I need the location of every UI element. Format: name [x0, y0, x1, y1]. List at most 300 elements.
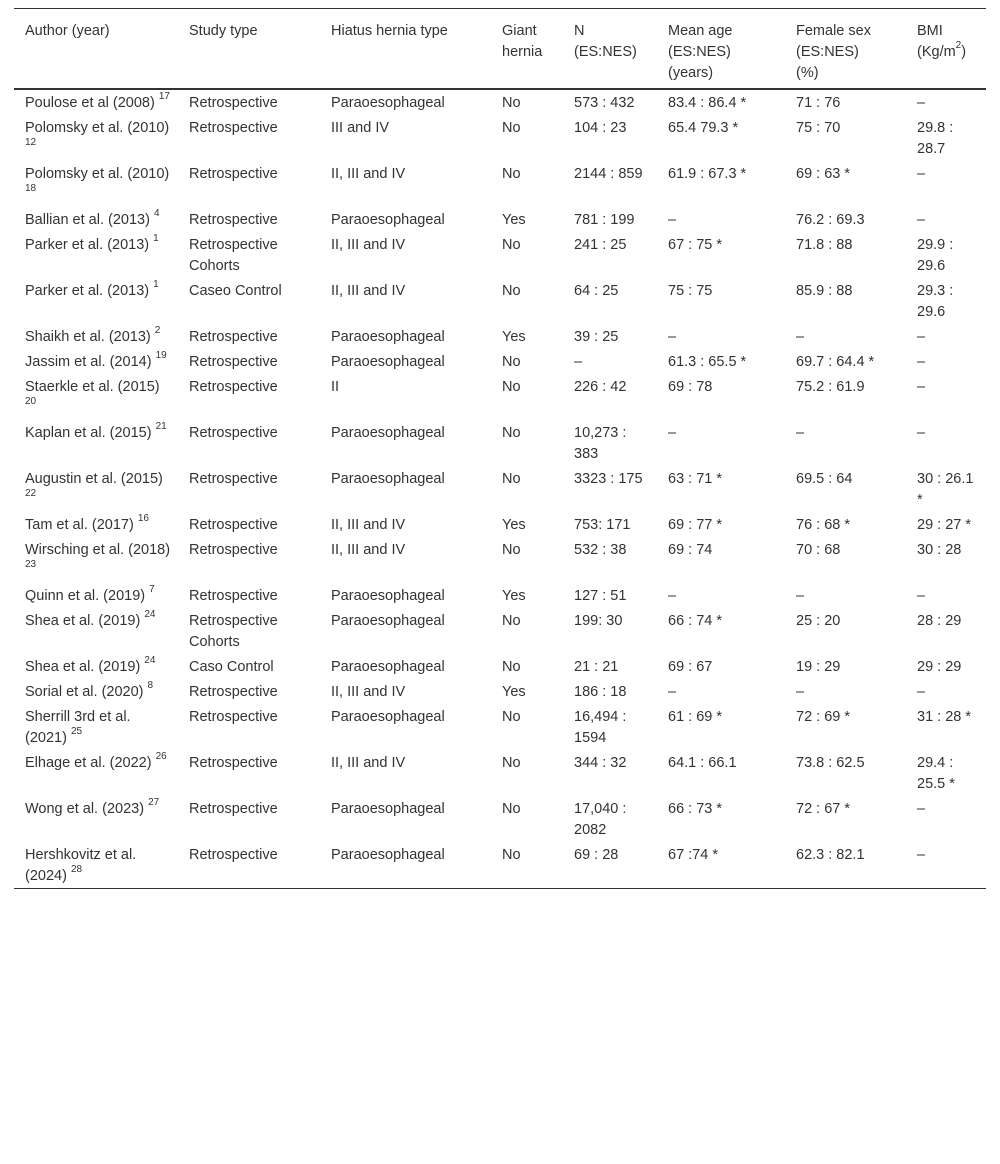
cell-giant-hernia-text: No: [502, 709, 521, 725]
cell-female-sex: [785, 466, 906, 512]
cell-bmi: [906, 278, 986, 324]
cell-giant-hernia: [491, 608, 563, 654]
header-bmi: BMI $(Kg/m^2)$: [917, 23, 967, 60]
cell-hernia-type: [320, 466, 491, 512]
cell-mean-age-text: 75 : 75: [668, 283, 713, 299]
cell-study-type-text: Retrospective: [189, 212, 278, 228]
cell-hernia-type-text: Paraoesophageal: [331, 354, 445, 370]
cell-study-type-text: Retrospective: [189, 95, 278, 111]
cell-giant-hernia: [491, 89, 563, 115]
cell-author: [14, 537, 178, 583]
cell-hernia-type-text: Paraoesophageal: [331, 613, 445, 629]
cell-author: [14, 278, 178, 324]
cell-study-type-text: Retrospective Cohorts: [189, 613, 278, 650]
cell-n: [563, 161, 657, 207]
reference-number: 1: [153, 279, 159, 291]
cell-bmi-text: –: [917, 329, 926, 345]
cell-female-sex-text: 72 : 67 *: [796, 801, 851, 817]
cell-bmi-text: –: [917, 425, 926, 441]
cell-study-type: [178, 324, 320, 349]
cell-author: [14, 161, 178, 207]
reference-number: 1: [153, 233, 159, 245]
cell-giant-hernia: [491, 654, 563, 679]
cell-giant-hernia: [491, 796, 563, 842]
cell-author-text: Quinn et al. (2019): [25, 588, 146, 604]
cell-mean-age-text: 69 : 78: [668, 379, 713, 395]
cell-study-type-text: Retrospective: [189, 425, 278, 441]
cell-bmi: [906, 89, 986, 115]
cell-bmi-text: 29 : 27 *: [917, 517, 972, 533]
cell-n-text: 3323 : 175: [574, 471, 643, 487]
cell-bmi-text: 29.4 : 25.5 *: [917, 755, 955, 792]
cell-n: [563, 374, 657, 420]
cell-giant-hernia: [491, 466, 563, 512]
cell-hernia-type: [320, 161, 491, 207]
cell-n-text: 21 : 21: [574, 659, 619, 675]
cell-study-type-text: Retrospective: [189, 542, 278, 558]
reference-number: 28: [70, 864, 83, 876]
cell-n: [563, 324, 657, 349]
table-row: [14, 89, 986, 115]
cell-author: [14, 750, 178, 796]
cell-study-type: [178, 512, 320, 537]
cell-hernia-type-text: II, III and IV: [331, 755, 406, 771]
cell-giant-hernia: [491, 207, 563, 232]
cell-bmi: [906, 115, 986, 161]
cell-author-text: Shea et al. (2019): [25, 659, 141, 675]
cell-n: [563, 89, 657, 115]
cell-n: [563, 679, 657, 704]
cell-bmi-text: 31 : 28 *: [917, 709, 972, 725]
cell-hernia-type-text: II, III and IV: [331, 684, 406, 700]
cell-hernia-type: [320, 654, 491, 679]
cell-bmi-text: –: [917, 379, 926, 395]
cell-study-type: [178, 161, 320, 207]
cell-study-type: [178, 115, 320, 161]
table-row: [14, 608, 986, 654]
cell-bmi-text: 29.3 : 29.6: [917, 283, 954, 320]
cell-female-sex: [785, 704, 906, 750]
cell-female-sex-text: –: [796, 329, 805, 345]
cell-giant-hernia: [491, 537, 563, 583]
cell-giant-hernia: [491, 232, 563, 278]
table-row: [14, 420, 986, 466]
cell-female-sex: [785, 89, 906, 115]
cell-hernia-type: [320, 115, 491, 161]
cell-hernia-type: [320, 232, 491, 278]
cell-giant-hernia-text: No: [502, 542, 521, 558]
cell-hernia-type: [320, 679, 491, 704]
cell-mean-age: [657, 796, 785, 842]
cell-female-sex-text: 62.3 : 82.1: [796, 847, 865, 863]
cell-bmi: [906, 750, 986, 796]
cell-mean-age: [657, 278, 785, 324]
cell-author: [14, 679, 178, 704]
cell-giant-hernia-text: No: [502, 613, 521, 629]
cell-hernia-type: [320, 278, 491, 324]
table-row: [14, 512, 986, 537]
cell-bmi: [906, 207, 986, 232]
cell-giant-hernia-text: No: [502, 354, 521, 370]
cell-study-type-text: Retrospective: [189, 379, 278, 395]
table-row: [14, 161, 986, 207]
cell-hernia-type: [320, 750, 491, 796]
reference-number: 24: [144, 609, 156, 621]
cell-female-sex: [785, 608, 906, 654]
cell-hernia-type: [320, 420, 491, 466]
cell-mean-age-text: 63 : 71 *: [668, 471, 723, 487]
cell-n: [563, 232, 657, 278]
cell-giant-hernia: [491, 750, 563, 796]
cell-n-text: –: [574, 354, 583, 370]
cell-female-sex-text: 19 : 29: [796, 659, 841, 675]
cell-giant-hernia-text: Yes: [502, 212, 526, 228]
cell-bmi: [906, 583, 986, 608]
cell-study-type: [178, 207, 320, 232]
cell-female-sex: [785, 207, 906, 232]
cell-mean-age-text: –: [668, 425, 677, 441]
cell-female-sex: [785, 232, 906, 278]
cell-giant-hernia-text: Yes: [502, 588, 526, 604]
cell-mean-age: [657, 115, 785, 161]
cell-giant-hernia-text: No: [502, 801, 521, 817]
cell-hernia-type-text: II: [331, 379, 340, 395]
cell-study-type-text: Retrospective: [189, 329, 278, 345]
reference-number: 2: [154, 325, 161, 337]
cell-giant-hernia: [491, 278, 563, 324]
cell-mean-age-text: –: [668, 212, 677, 228]
cell-hernia-type-text: Paraoesophageal: [331, 425, 445, 441]
cell-giant-hernia: [491, 583, 563, 608]
cell-author: [14, 512, 178, 537]
table-row: [14, 583, 986, 608]
cell-female-sex: [785, 161, 906, 207]
table-row: [14, 842, 986, 889]
cell-female-sex-text: 75.2 : 61.9: [796, 379, 865, 395]
cell-n-text: 753: 171: [574, 517, 631, 533]
cell-author: [14, 89, 178, 115]
table-row: [14, 207, 986, 232]
cell-mean-age: [657, 842, 785, 889]
cell-study-type: [178, 796, 320, 842]
reference-number: 12: [25, 137, 37, 149]
cell-study-type: [178, 232, 320, 278]
cell-bmi-text: –: [917, 354, 926, 370]
reference-number: 22: [25, 488, 37, 500]
cell-author-text: Parker et al. (2013): [25, 283, 150, 299]
cell-bmi-text: 28 : 29: [917, 613, 962, 629]
cell-bmi-text: –: [917, 801, 926, 817]
cell-giant-hernia-text: No: [502, 120, 521, 136]
cell-author: [14, 466, 178, 512]
cell-author-text: Polomsky et al. (2010): [25, 166, 170, 182]
cell-hernia-type-text: Paraoesophageal: [331, 659, 445, 675]
cell-female-sex-text: 69.5 : 64: [796, 471, 853, 487]
cell-female-sex-text: 71.8 : 88: [796, 237, 853, 253]
cell-female-sex: [785, 512, 906, 537]
cell-mean-age-text: 67 :74 *: [668, 847, 718, 863]
cell-giant-hernia-text: No: [502, 425, 521, 441]
cell-female-sex-text: 75 : 70: [796, 120, 841, 136]
cell-bmi: [906, 512, 986, 537]
cell-giant-hernia: [491, 704, 563, 750]
cell-bmi-text: –: [917, 212, 926, 228]
cell-hernia-type: [320, 704, 491, 750]
cell-author-text: Wirsching et al. (2018): [25, 542, 171, 558]
cell-mean-age-text: 69 : 67: [668, 659, 713, 675]
cell-author-text: Poulose et al (2008): [25, 95, 155, 111]
cell-giant-hernia-text: No: [502, 166, 521, 182]
cell-hernia-type: [320, 207, 491, 232]
cell-n: [563, 278, 657, 324]
cell-female-sex: [785, 750, 906, 796]
cell-hernia-type: [320, 796, 491, 842]
cell-hernia-type-text: Paraoesophageal: [331, 709, 445, 725]
cell-hernia-type-text: Paraoesophageal: [331, 801, 445, 817]
cell-hernia-type-text: II, III and IV: [331, 542, 406, 558]
cell-bmi: [906, 679, 986, 704]
cell-study-type: [178, 420, 320, 466]
cell-giant-hernia-text: No: [502, 847, 521, 863]
cell-female-sex-text: –: [796, 684, 805, 700]
cell-study-type: [178, 278, 320, 324]
cell-author-text: Tam et al. (2017): [25, 517, 134, 533]
cell-mean-age: [657, 420, 785, 466]
cell-study-type-text: Retrospective: [189, 801, 278, 817]
reference-number: 23: [25, 559, 37, 571]
cell-hernia-type: [320, 512, 491, 537]
cell-bmi: [906, 420, 986, 466]
cell-mean-age: [657, 750, 785, 796]
cell-n-text: 104 : 23: [574, 120, 627, 136]
cell-n: [563, 537, 657, 583]
cell-bmi: [906, 842, 986, 889]
cell-n-text: 10,273 : 383: [574, 425, 627, 462]
cell-author-text: Hershkovitz et al. (2024): [25, 847, 137, 884]
cell-female-sex: [785, 654, 906, 679]
cell-female-sex-text: 25 : 20: [796, 613, 841, 629]
cell-study-type-text: Retrospective Cohorts: [189, 237, 278, 274]
cell-bmi: [906, 537, 986, 583]
cell-n-text: 16,494 : 1594: [574, 709, 627, 746]
reference-number: 27: [148, 797, 160, 809]
cell-study-type: [178, 654, 320, 679]
cell-n: [563, 750, 657, 796]
header-hernia-type: Hiatus hernia type: [331, 23, 448, 39]
cell-female-sex: [785, 349, 906, 374]
cell-author: [14, 374, 178, 420]
cell-female-sex-text: 72 : 69 *: [796, 709, 851, 725]
reference-number: 4: [153, 208, 160, 220]
table-body: [14, 89, 986, 889]
cell-author: [14, 704, 178, 750]
cell-author-text: Kaplan et al. (2015): [25, 425, 152, 441]
cell-mean-age-text: –: [668, 329, 677, 345]
cell-author-text: Shea et al. (2019): [25, 613, 141, 629]
cell-female-sex: [785, 115, 906, 161]
cell-female-sex-text: 71 : 76: [796, 95, 841, 111]
cell-author: [14, 420, 178, 466]
cell-n: [563, 704, 657, 750]
cell-n-text: 186 : 18: [574, 684, 627, 700]
cell-hernia-type-text: Paraoesophageal: [331, 471, 445, 487]
table-row: [14, 232, 986, 278]
cell-mean-age: [657, 537, 785, 583]
header-giant-hernia: Giant hernia: [502, 23, 543, 60]
cell-female-sex: [785, 374, 906, 420]
cell-study-type: [178, 537, 320, 583]
table-row: [14, 278, 986, 324]
cell-study-type-text: Retrospective: [189, 166, 278, 182]
cell-hernia-type-text: II, III and IV: [331, 517, 406, 533]
table-row: [14, 374, 986, 420]
cell-n: [563, 466, 657, 512]
cell-mean-age: [657, 374, 785, 420]
cell-study-type: [178, 349, 320, 374]
cell-author: [14, 654, 178, 679]
cell-study-type: [178, 842, 320, 889]
cell-mean-age: [657, 654, 785, 679]
cell-study-type: [178, 466, 320, 512]
header-female-sex: Female sex (ES:NES) (%): [796, 23, 871, 81]
cell-n-text: 69 : 28: [574, 847, 619, 863]
table-row: [14, 679, 986, 704]
cell-study-type-text: Retrospective: [189, 120, 278, 136]
cell-female-sex-text: –: [796, 425, 805, 441]
cell-n-text: 64 : 25: [574, 283, 619, 299]
cell-female-sex-text: 69.7 : 64.4 *: [796, 354, 875, 370]
cell-study-type: [178, 374, 320, 420]
cell-bmi-text: 29.8 : 28.7: [917, 120, 954, 157]
cell-bmi-text: 29 : 29: [917, 659, 962, 675]
cell-author-text: Jassim et al. (2014): [25, 354, 152, 370]
cell-author: [14, 349, 178, 374]
cell-hernia-type: [320, 537, 491, 583]
cell-n: [563, 583, 657, 608]
cell-female-sex-text: –: [796, 588, 805, 604]
cell-n: [563, 512, 657, 537]
cell-mean-age-text: 61 : 69 *: [668, 709, 723, 725]
cell-mean-age: [657, 89, 785, 115]
cell-author-text: Sherrill 3rd et al. (2021): [25, 709, 131, 746]
cell-giant-hernia-text: Yes: [502, 684, 526, 700]
cell-mean-age-text: 66 : 74 *: [668, 613, 723, 629]
cell-hernia-type: [320, 583, 491, 608]
cell-mean-age-text: 69 : 77 *: [668, 517, 723, 533]
cell-hernia-type-text: Paraoesophageal: [331, 588, 445, 604]
cell-author-text: Polomsky et al. (2010): [25, 120, 170, 136]
cell-n: [563, 654, 657, 679]
cell-study-type-text: Retrospective: [189, 354, 278, 370]
cell-author-text: Parker et al. (2013): [25, 237, 150, 253]
cell-study-type-text: Retrospective: [189, 684, 278, 700]
cell-mean-age-text: 67 : 75 *: [668, 237, 723, 253]
cell-hernia-type: [320, 608, 491, 654]
cell-bmi-text: –: [917, 684, 926, 700]
cell-hernia-type-text: Paraoesophageal: [331, 329, 445, 345]
cell-giant-hernia-text: Yes: [502, 329, 526, 345]
cell-study-type-text: Retrospective: [189, 588, 278, 604]
reference-number: 7: [149, 584, 155, 596]
cell-author-text: Shaikh et al. (2013): [25, 329, 151, 345]
cell-author: [14, 232, 178, 278]
cell-bmi-text: –: [917, 588, 926, 604]
cell-mean-age: [657, 583, 785, 608]
reference-number: 20: [25, 396, 37, 408]
cell-bmi: [906, 324, 986, 349]
cell-bmi-text: 30 : 28: [917, 542, 962, 558]
cell-bmi-text: –: [917, 847, 926, 863]
cell-giant-hernia: [491, 115, 563, 161]
cell-study-type-text: Retrospective: [189, 471, 278, 487]
table-row: [14, 796, 986, 842]
cell-hernia-type: [320, 89, 491, 115]
cell-study-type-text: Retrospective: [189, 709, 278, 725]
reference-number: 25: [70, 726, 83, 738]
cell-author: [14, 324, 178, 349]
cell-mean-age-text: 61.9 : 67.3 *: [668, 166, 747, 182]
cell-female-sex-text: 73.8 : 62.5: [796, 755, 865, 771]
reference-number: 21: [155, 421, 167, 433]
cell-giant-hernia: [491, 374, 563, 420]
cell-giant-hernia-text: No: [502, 283, 521, 299]
cell-giant-hernia-text: No: [502, 755, 521, 771]
reference-number: 19: [155, 350, 167, 362]
cell-hernia-type-text: Paraoesophageal: [331, 212, 445, 228]
cell-n-text: 781 : 199: [574, 212, 635, 228]
cell-bmi: [906, 161, 986, 207]
cell-n: [563, 115, 657, 161]
cell-n-text: 199: 30: [574, 613, 623, 629]
cell-giant-hernia-text: Yes: [502, 517, 526, 533]
cell-study-type: [178, 704, 320, 750]
cell-female-sex: [785, 420, 906, 466]
cell-giant-hernia-text: No: [502, 237, 521, 253]
cell-study-type: [178, 583, 320, 608]
cell-female-sex-text: 69 : 63 *: [796, 166, 851, 182]
cell-giant-hernia-text: No: [502, 379, 521, 395]
header-row: [14, 9, 986, 90]
cell-n: [563, 842, 657, 889]
table-row: [14, 654, 986, 679]
cell-author: [14, 115, 178, 161]
cell-giant-hernia: [491, 161, 563, 207]
cell-author: [14, 608, 178, 654]
cell-study-type-text: Caso Control: [189, 659, 274, 675]
cell-n-text: 344 : 32: [574, 755, 627, 771]
cell-female-sex: [785, 278, 906, 324]
cell-n-text: 39 : 25: [574, 329, 619, 345]
cell-giant-hernia: [491, 679, 563, 704]
cell-bmi: [906, 608, 986, 654]
cell-giant-hernia: [491, 512, 563, 537]
table-row: [14, 324, 986, 349]
cell-bmi: [906, 704, 986, 750]
table-container: [14, 8, 986, 889]
cell-n-text: 17,040 : 2082: [574, 801, 627, 838]
cell-hernia-type: [320, 349, 491, 374]
cell-mean-age-text: 61.3 : 65.5 *: [668, 354, 747, 370]
cell-mean-age: [657, 349, 785, 374]
cell-bmi-text: –: [917, 166, 926, 182]
cell-bmi: [906, 654, 986, 679]
cell-author-text: Augustin et al. (2015): [25, 471, 163, 487]
reference-number: 18: [25, 183, 37, 195]
cell-giant-hernia-text: No: [502, 95, 521, 111]
cell-giant-hernia: [491, 324, 563, 349]
cell-giant-hernia: [491, 349, 563, 374]
cell-mean-age-text: 64.1 : 66.1: [668, 755, 737, 771]
